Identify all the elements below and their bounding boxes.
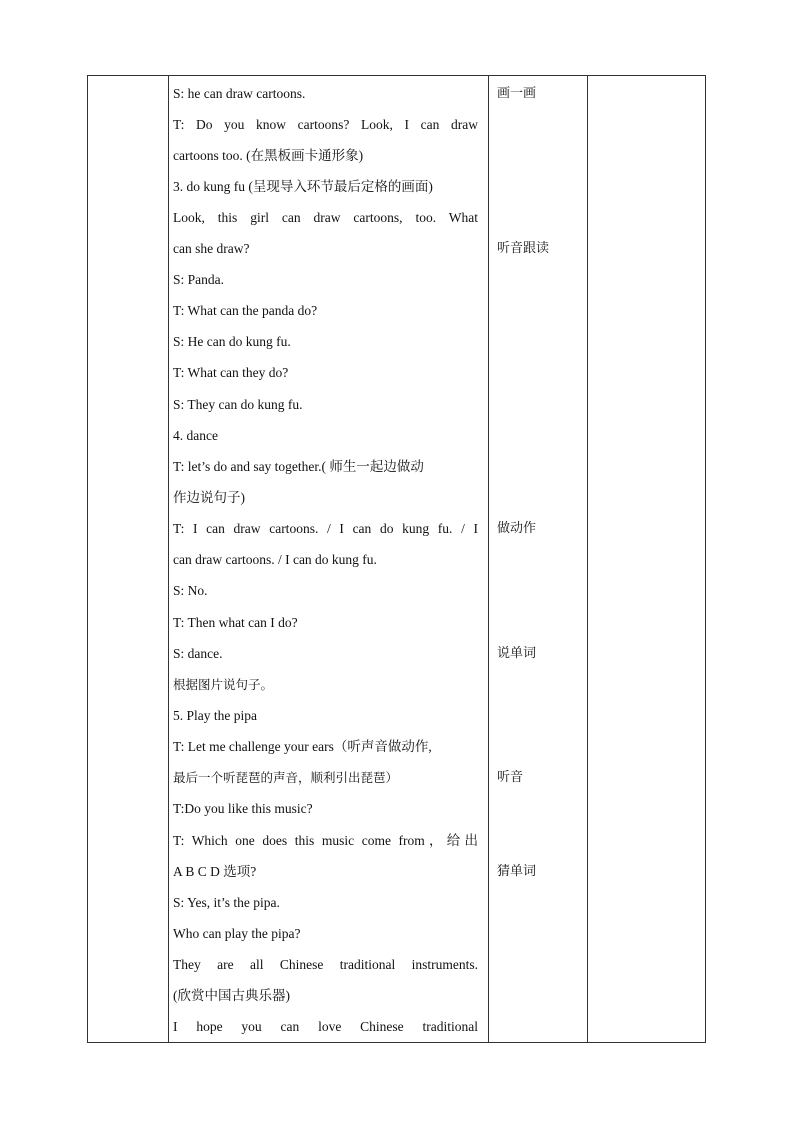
teaching-process-column [173,76,478,1042]
student-activity-note: 做动作 [497,521,537,536]
lesson-line: T: Do you know cartoons? Look, I can draw [173,117,478,132]
column-divider-2 [488,76,489,1042]
lesson-line: T:Do you like this music? [173,801,313,816]
lesson-line: 3. do kung fu (呈现导入环节最后定格的画面) [173,179,433,194]
lesson-line: T: Then what can I do? [173,615,298,630]
lesson-line: Look, this girl can draw cartoons, too. What [173,210,478,225]
lesson-line: cartoons too. (在黑板画卡通形象) [173,148,364,163]
lesson-line: 作边说句子) [173,490,245,505]
lesson-line: T: I can draw cartoons. / I can do kung fu. / I [173,521,478,536]
student-activity-note: 说单词 [497,646,537,661]
lesson-table [87,75,706,1043]
lesson-line: S: dance. [173,646,223,661]
lesson-line: S: They can do kung fu. [173,397,303,412]
lesson-line: S: he can draw cartoons. [173,86,306,101]
lesson-line: Who can play the pipa? [173,926,301,941]
lesson-line: They are all Chinese traditional instruments. [173,957,478,972]
lesson-line: (欣赏中国古典乐器) [173,988,290,1003]
column-divider-1 [168,76,169,1042]
lesson-line: S: Yes, it’s the pipa. [173,895,280,910]
student-activity-note: 画一画 [497,86,537,101]
lesson-line: T: Which one does this music come from，给出 [173,833,478,848]
lesson-line: 根据图片说句子。 [173,677,274,692]
student-activity-note: 猜单词 [497,864,537,879]
lesson-line: 5. Play the pipa [173,708,257,723]
lesson-line: S: He can do kung fu. [173,334,291,349]
lesson-line: can draw cartoons. / I can do kung fu. [173,552,377,567]
lesson-line: T: let’s do and say together.( 师生一起边做动 [173,459,424,474]
lesson-line: 4. dance [173,428,218,443]
lesson-line: S: No. [173,583,208,598]
column-divider-3 [587,76,588,1042]
lesson-line: T: What can they do? [173,365,289,380]
lesson-line: T: Let me challenge your ears（听声音做动作, [173,739,432,754]
lesson-line: I hope you can love Chinese traditional [173,1019,478,1034]
lesson-line: 最后一个听琵琶的声音，顺利引出琵琶） [173,770,399,785]
student-activity-note: 听音 [497,770,524,785]
student-activity-note: 听音跟读 [497,241,550,256]
lesson-line: A B C D 选项? [173,864,257,879]
lesson-line: can she draw? [173,241,250,256]
lesson-line: T: What can the panda do? [173,303,318,318]
lesson-line: S: Panda. [173,272,225,287]
